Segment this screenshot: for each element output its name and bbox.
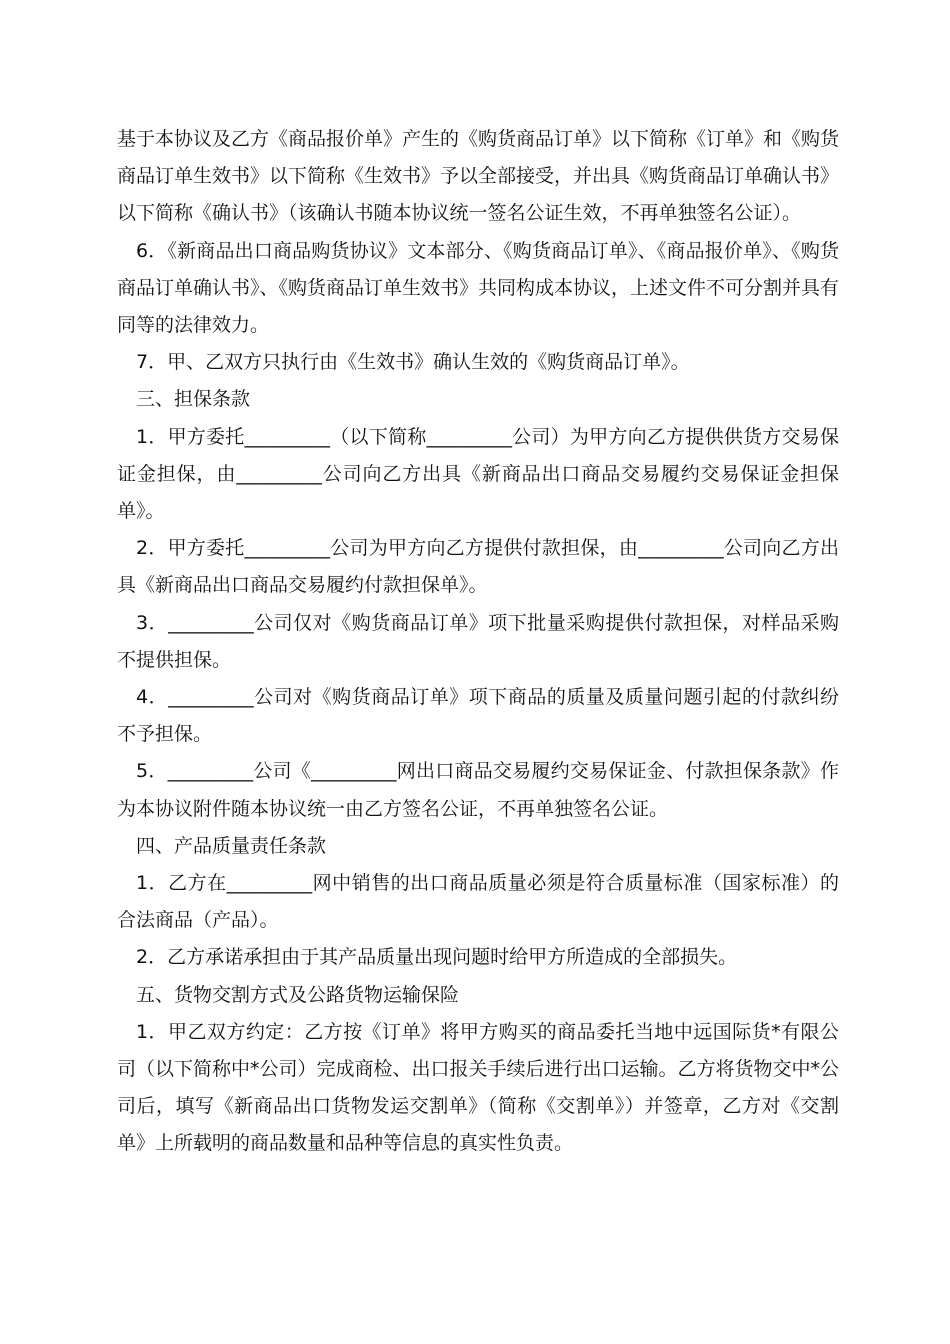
clause-3-1: 1．甲方委托_________（以下简称_________公司）为甲方向乙方提供供货方交易保证金担保，由_________公司向乙方出具《新商品出口商品交易履约交易保证金担保单》。 (117, 425, 839, 523)
paragraph-continuation: 基于本协议及乙方《商品报价单》产生的《购货商品订单》以下简称《订单》和《购货商品订单生效书》以下简称《生效书》予以全部接受，并出具《购货商品订单确认书》以下简称《确认书》（该确认书随本协议统一签名公证生效，不再单独签名公证）。 (117, 128, 840, 225)
section-heading-quality: 四、产品质量责任条款 (136, 834, 327, 857)
document-body (117, 121, 839, 1163)
section-heading-delivery: 五、货物交割方式及公路货物运输保险 (136, 983, 460, 1006)
section-heading-guarantee: 三、担保条款 (136, 388, 251, 411)
clause-2-6: 6．《新商品出口商品购货协议》文本部分、《购货商品订单》、《商品报价单》、《购货商品订单确认书》、《购货商品订单生效书》共同构成本协议，上述文件不可分割并具有同等的法律效力。 (117, 239, 840, 337)
clause-4-2: 2．乙方承诺承担由于其产品质量出现问题时给甲方所造成的全部损失。 (136, 946, 738, 969)
clause-5-1: 1．甲乙双方约定：乙方按《订单》将甲方购买的商品委托当地中远国际货*有限公司（以下简称中*公司）完成商检、出口报关手续后进行出口运输。乙方将货物交中*公司后，填写《新商品出口货物发运交割单》（简称《交割单》）并签章，乙方对《交割单》上所载明的商品数量和品种等信息的真实性负责。 (117, 1020, 840, 1155)
clause-3-3: 3．_________公司仅对《购货商品订单》项下批量采购提供付款担保，对样品采购不提供担保。 (117, 611, 839, 671)
clause-3-5: 5．_________公司《_________网出口商品交易履约交易保证金、付款担保条款》作为本协议附件随本协议统一由乙方签名公证，不再单独签名公证。 (117, 760, 839, 820)
clause-4-1: 1．乙方在_________网中销售的出口商品质量必须是符合质量标准（国家标准）的合法商品（产品）。 (117, 872, 839, 932)
clause-2-7: 7．甲、乙双方只执行由《生效书》确认生效的《购货商品订单》。 (136, 351, 690, 374)
clause-3-2: 2．甲方委托_________公司为甲方向乙方提供付款担保，由_________公司向乙方出具《新商品出口商品交易履约付款担保单》。 (117, 537, 839, 597)
clause-3-4: 4．_________公司对《购货商品订单》项下商品的质量及质量问题引起的付款纠纷不予担保。 (117, 686, 839, 746)
